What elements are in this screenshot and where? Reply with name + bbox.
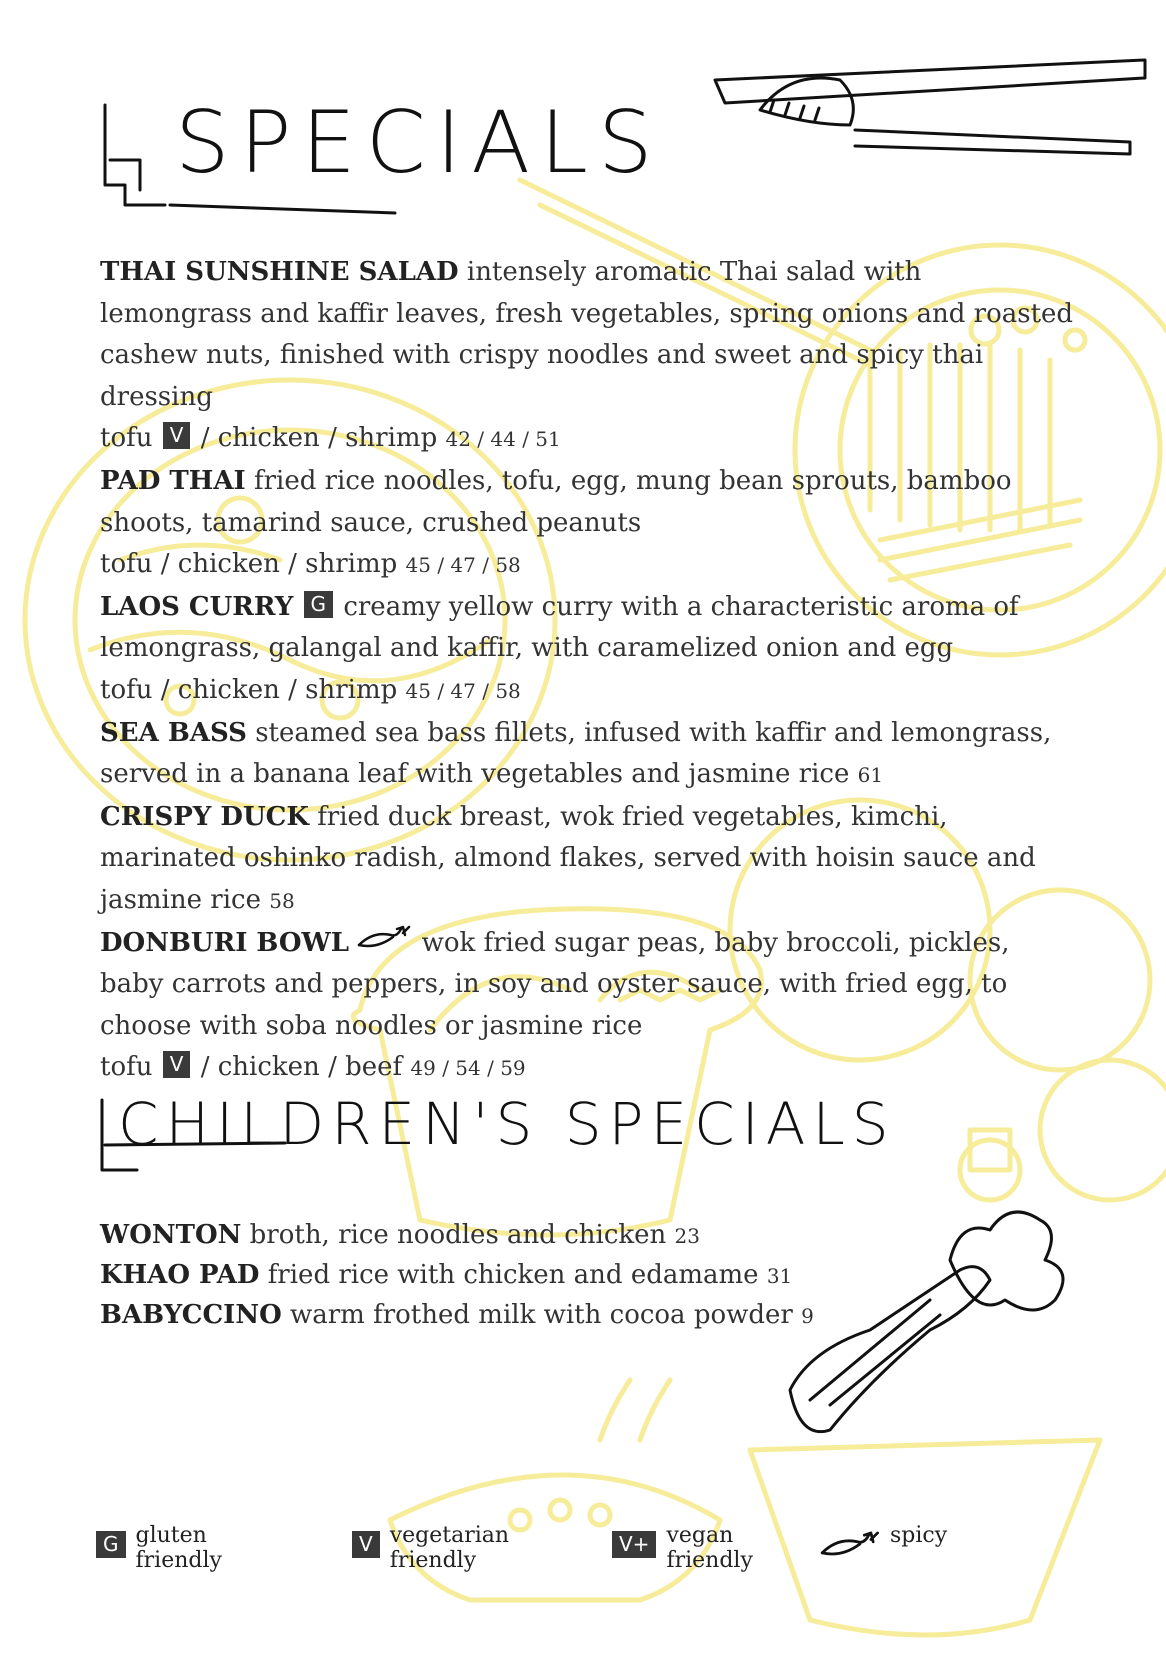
vegan-badge: V+	[612, 1531, 656, 1558]
legend-gluten	[94, 1523, 266, 1573]
item-option: tofu / chicken / shrimp	[100, 674, 398, 705]
item-price: 42 / 44 / 51	[445, 427, 561, 452]
item-price: 31	[766, 1264, 793, 1288]
item-description: fried duck breast, wok fried vegetables, kimchi, marinated oshinko radish, almond flakes, served with hoisin sauce and jasmine rice	[100, 801, 1036, 915]
menu-item-sea-bass	[100, 713, 1080, 797]
menu-item-babyccino	[100, 1296, 1080, 1336]
item-name: WONTON	[100, 1220, 242, 1250]
item-description: warm frothed milk with cocoa powder	[290, 1300, 793, 1330]
item-price: 61	[857, 763, 884, 788]
item-name: CRISPY DUCK	[100, 801, 309, 832]
specials-list	[100, 252, 1080, 1090]
item-name: LAOS CURRY	[100, 591, 294, 622]
legend-vegetarian	[350, 1523, 520, 1573]
spicy-icon	[357, 925, 413, 949]
menu-item-pad-thai	[100, 461, 1080, 587]
item-name: DONBURI BOWL	[100, 927, 350, 958]
item-price: 49 / 54 / 59	[410, 1056, 526, 1081]
legend-label: vegan friendly	[666, 1523, 753, 1573]
gluten-badge: G	[96, 1531, 126, 1558]
menu-item-wonton	[100, 1216, 1080, 1256]
childrens-list	[100, 1216, 1080, 1336]
item-price: 45 / 47 / 58	[405, 678, 521, 703]
legend-spicy	[820, 1523, 947, 1561]
item-option: / chicken / shrimp	[200, 423, 438, 454]
item-option: / chicken / beef	[200, 1052, 403, 1083]
specials-heading: SPECIALS	[175, 93, 663, 193]
vegetarian-badge: V	[352, 1531, 380, 1558]
item-option: tofu	[100, 1052, 153, 1083]
gluten-badge: G	[304, 591, 334, 618]
item-name: PAD THAI	[100, 465, 246, 496]
item-name: BABYCCINO	[100, 1300, 282, 1330]
legend-vegan	[610, 1523, 796, 1573]
item-description: steamed sea bass fillets, infused with kaffir and lemongrass, served in a banana leaf with vegetables and jasmine rice	[100, 717, 1052, 790]
menu-item-thai-sunshine-salad	[100, 252, 1080, 461]
item-name: KHAO PAD	[100, 1260, 260, 1290]
menu-item-donburi-bowl	[100, 923, 1080, 1090]
item-name: SEA BASS	[100, 717, 247, 748]
menu-item-khao-pad	[100, 1256, 1080, 1296]
item-description: fried rice with chicken and edamame	[267, 1260, 759, 1290]
vegetarian-badge: V	[163, 422, 191, 449]
item-price: 23	[674, 1224, 700, 1248]
item-description: wok fried sugar peas, baby broccoli, pickles, baby carrots and peppers, in soy and oyster sauce, with fried egg, to choose with soba noodles or jasmine rice	[100, 927, 1010, 1041]
item-price: 58	[269, 888, 295, 913]
legend-label: gluten friendly	[135, 1523, 222, 1573]
menu-item-laos-curry	[100, 587, 1080, 713]
item-description: fried rice noodles, tofu, egg, mung bean sprouts, bamboo shoots, tamarind sauce, crushed peanuts	[100, 465, 1012, 538]
vegetarian-badge: V	[163, 1051, 191, 1078]
legend-label: spicy	[890, 1523, 948, 1548]
item-name: THAI SUNSHINE SALAD	[100, 257, 459, 287]
legend-label: vegetarian friendly	[389, 1523, 510, 1573]
childrens-specials-heading: CHILDREN'S SPECIALS	[118, 1090, 896, 1158]
spicy-icon	[820, 1527, 882, 1561]
item-description: broth, rice noodles and chicken	[249, 1220, 667, 1250]
item-option: tofu / chicken / shrimp	[100, 549, 398, 580]
item-option: tofu	[100, 423, 153, 454]
item-description: intensely aromatic Thai salad with lemongrass and kaffir leaves, fresh vegetables, spring onions and roasted cashew nuts, finished with crispy noodles and sweet and spicy thai dressing	[100, 257, 1074, 412]
item-description: creamy yellow curry with a characteristic aroma of lemongrass, galangal and kaffir, with caramelized onion and egg	[100, 591, 1019, 664]
item-price: 9	[801, 1304, 814, 1328]
item-price: 45 / 47 / 58	[405, 553, 521, 578]
menu-item-crispy-duck	[100, 797, 1080, 923]
